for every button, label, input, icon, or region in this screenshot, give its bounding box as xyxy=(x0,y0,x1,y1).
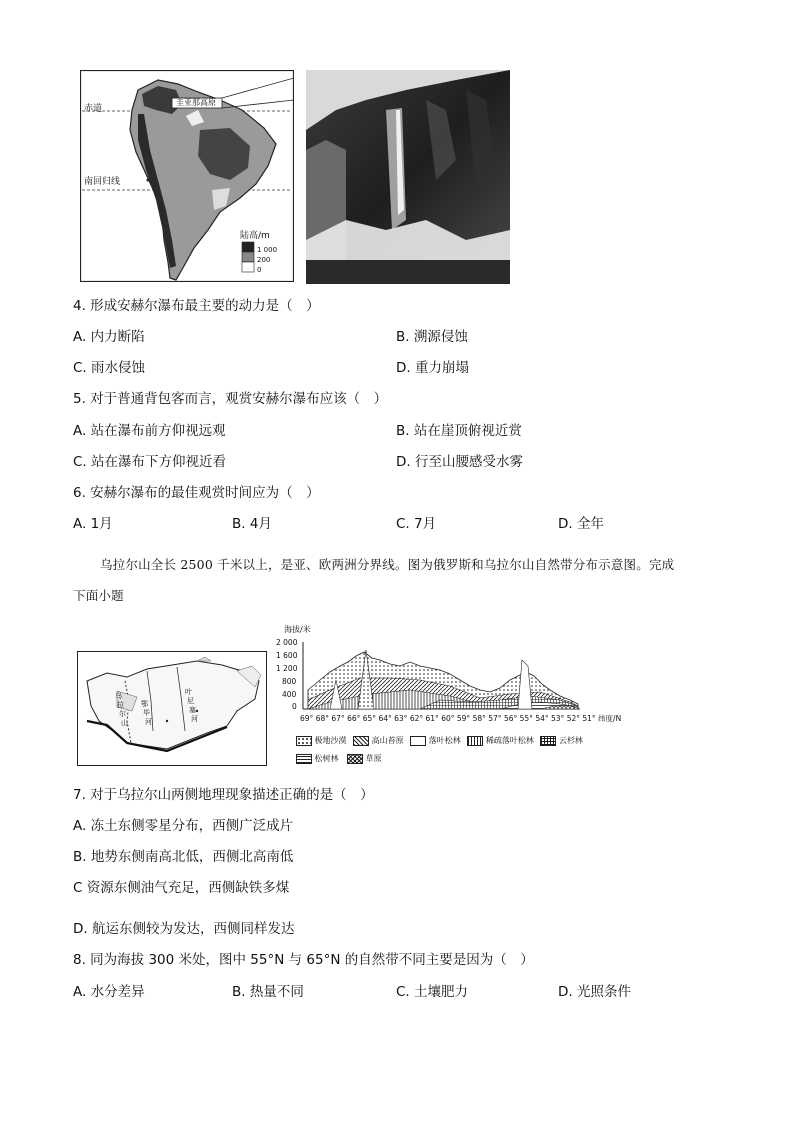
q6-option-a[interactable]: A. 1月 xyxy=(73,516,113,532)
x-tick: 68° xyxy=(315,714,329,723)
x-tick: 65° xyxy=(362,714,377,723)
x-tick: 64° xyxy=(378,714,392,723)
q7-option-a[interactable]: A. 冻土东侧零星分布，西侧广泛成片 xyxy=(73,818,294,834)
legend-value-1000: 1 000 xyxy=(257,246,278,254)
y-axis-title: 海拔/米 xyxy=(284,625,311,634)
x-tick: 53° xyxy=(551,714,565,723)
question-8: 8. 同为海拔 300 米处，图中 55°N 与 65°N 的自然带不同主要是因为（ ） xyxy=(73,952,534,968)
q8-option-a[interactable]: A. 水分差异 xyxy=(73,984,145,1000)
q8-option-c[interactable]: C. 土壤肥力 xyxy=(396,984,469,1000)
waterfall-photo xyxy=(306,70,510,284)
q8-option-d[interactable]: D. 光照条件 xyxy=(558,984,631,1000)
intro-line-2: 下面小题 xyxy=(73,588,124,603)
x-tick: 57° xyxy=(488,714,502,723)
x-tick: 56° xyxy=(503,714,518,723)
q5-option-b[interactable]: B. 站在崖顶俯视近赏 xyxy=(396,423,522,439)
q6-option-c[interactable]: C. 7月 xyxy=(396,516,437,532)
intro-line-1: 乌拉尔山全长 2500 千米以上，是亚、欧两洲分界线。图为俄罗斯和乌拉尔山自然带分布示意图。完成 xyxy=(100,557,675,572)
q4-option-a[interactable]: A. 内力断陷 xyxy=(73,329,145,345)
tropic-label: 南回归线 xyxy=(84,177,121,187)
legend-sparse-larch: 稀疏落叶松林 xyxy=(485,736,534,745)
q8-option-b[interactable]: B. 热量不同 xyxy=(232,984,304,1000)
q7-option-b[interactable]: B. 地势东侧南高北低，西侧北高南低 xyxy=(73,849,294,865)
q4-option-c[interactable]: C. 雨水侵蚀 xyxy=(73,360,146,376)
map-label-he2: 河 xyxy=(191,715,198,723)
q6-option-b[interactable]: B. 4月 xyxy=(232,516,272,532)
legend-swatch-hatch xyxy=(353,736,369,746)
x-tick: 66° xyxy=(347,714,361,723)
x-tick: 51° xyxy=(582,714,596,723)
map-label-ye: 叶 xyxy=(185,688,192,696)
profile-legend xyxy=(296,735,616,769)
x-tick: 52° xyxy=(566,714,580,723)
legend-pine: 松树林 xyxy=(314,754,339,763)
x-tick: 67° xyxy=(331,714,345,723)
question-4: 4. 形成安赫尔瀑布最主要的动力是（ ） xyxy=(73,298,320,314)
q5-option-d[interactable]: D. 行至山腰感受水雾 xyxy=(396,454,523,470)
legend-swatch-vert xyxy=(467,736,483,746)
legend-steppe: 草原 xyxy=(365,754,382,763)
map-label-shan: 山 xyxy=(121,719,128,727)
x-tick: 63° xyxy=(394,714,408,723)
map-label-la: 拉 xyxy=(117,701,124,709)
legend-title: 陆高/m xyxy=(240,231,270,241)
map-label-er: 尔 xyxy=(119,710,126,718)
map-label-he1: 河 xyxy=(145,718,152,726)
q5-option-c[interactable]: C. 站在瀑布下方仰视近看 xyxy=(73,454,227,470)
legend-swatch-grid xyxy=(540,736,556,746)
legend-value-0: 0 xyxy=(257,266,262,274)
map-label-e: 鄂 xyxy=(141,700,148,708)
legend-alpine-tundra: 高山苔原 xyxy=(371,736,404,745)
q4-option-d[interactable]: D. 重力崩塌 xyxy=(396,360,469,376)
x-tick: 62° xyxy=(409,714,424,723)
ural-profile-chart xyxy=(270,620,622,752)
map-label-ni: 尼 xyxy=(187,697,194,705)
question-7: 7. 对于乌拉尔山两侧地理现象描述正确的是（ ） xyxy=(73,787,374,803)
x-tick: 69° xyxy=(300,714,314,723)
question-5: 5. 对于普通背包客而言，观赏安赫尔瀑布应该（ ） xyxy=(73,391,388,407)
x-axis-ticks xyxy=(300,713,622,724)
map-label-sai: 塞 xyxy=(189,706,196,714)
legend-swatch-dots xyxy=(296,736,312,746)
x-axis-title: 纬度/N xyxy=(598,714,622,723)
legend-swatch-horiz xyxy=(296,754,312,764)
question-6: 6. 安赫尔瀑布的最佳观赏时间应为（ ） xyxy=(73,485,320,501)
y-tick-800: 800 xyxy=(282,677,297,686)
y-tick-400: 400 xyxy=(282,690,297,699)
legend-spruce: 云杉林 xyxy=(558,736,583,745)
x-tick: 58° xyxy=(472,714,486,723)
y-tick-2000: 2 000 xyxy=(276,638,298,647)
q5-option-a[interactable]: A. 站在瀑布前方仰视远观 xyxy=(73,423,226,439)
x-tick: 61° xyxy=(425,714,439,723)
y-tick-1600: 1 600 xyxy=(276,651,298,660)
equator-label: 赤道 xyxy=(84,104,103,114)
legend-polar-desert: 极地沙漠 xyxy=(314,736,347,745)
place-label: 圭亚那高原 xyxy=(176,98,216,107)
y-tick-1200: 1 200 xyxy=(276,664,298,673)
map-label-bi: 毕 xyxy=(143,709,150,717)
q7-option-c[interactable]: C 资源东侧油气充足，西侧缺铁多煤 xyxy=(73,880,290,896)
x-tick: 60° xyxy=(441,714,455,723)
legend-larch: 落叶松林 xyxy=(428,736,461,745)
map-label-wu: 乌 xyxy=(115,692,122,700)
q7-option-d[interactable]: D. 航运东侧较为发达，西侧同样发达 xyxy=(73,921,295,937)
legend-swatch-blank xyxy=(410,736,426,746)
y-tick-0: 0 xyxy=(292,702,297,711)
legend-value-200: 200 xyxy=(257,256,271,264)
x-tick: 55° xyxy=(519,714,533,723)
legend-swatch-cross xyxy=(347,754,363,764)
q6-option-d[interactable]: D. 全年 xyxy=(558,516,604,532)
x-tick: 54° xyxy=(535,714,549,723)
q4-option-b[interactable]: B. 溯源侵蚀 xyxy=(396,329,468,345)
x-tick: 59° xyxy=(456,714,471,723)
south-america-map xyxy=(80,70,294,282)
russia-map xyxy=(77,651,267,766)
